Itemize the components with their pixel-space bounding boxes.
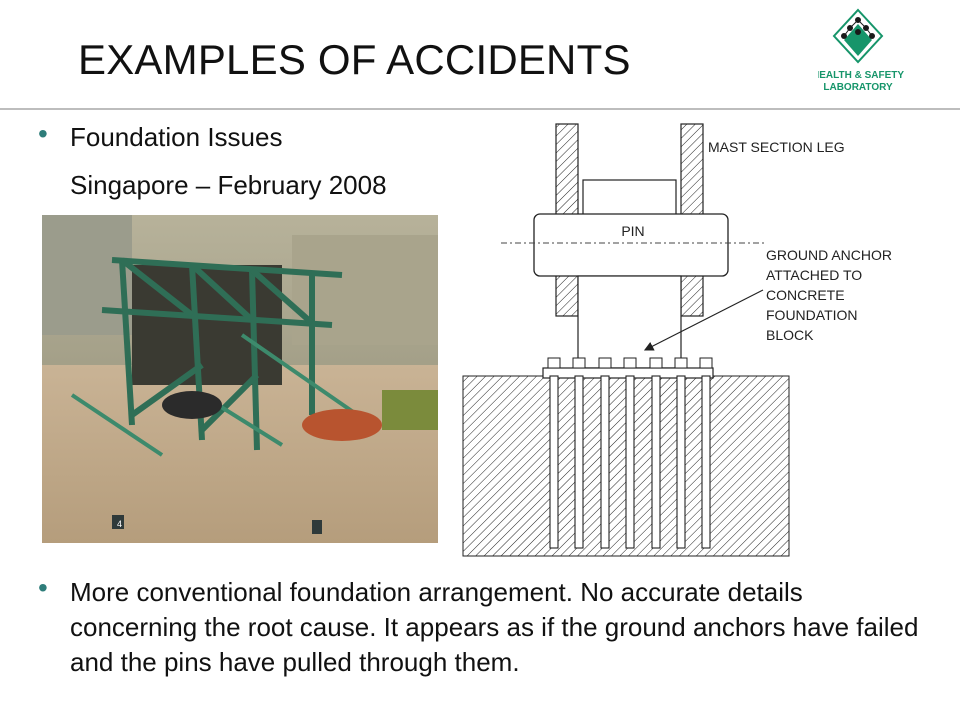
- anchor-label-line1: GROUND ANCHOR: [766, 247, 893, 263]
- anchor-label-line2: ATTACHED TO: [766, 267, 863, 283]
- bullet-dot-icon: •: [38, 118, 48, 149]
- anchor-plate: [578, 276, 681, 368]
- logo-graphic-icon: [818, 6, 918, 100]
- anchor-label-line4: FOUNDATION: [766, 307, 858, 323]
- bullet1-heading: Foundation Issues: [70, 122, 283, 152]
- foundation-diagram: [455, 118, 950, 560]
- bullet-dot-icon: •: [38, 572, 48, 603]
- anchor-label-line3: CONCRETE: [766, 287, 845, 303]
- evidence-marker-label: 4: [117, 519, 123, 529]
- logo-line2: LABORATORY: [823, 82, 893, 93]
- pin-label: PIN: [621, 223, 645, 239]
- logo-line1: HEALTH & SAFETY: [818, 70, 905, 81]
- bullet1-subheading: Singapore – February 2008: [70, 170, 387, 200]
- crane-collapse-photo: [42, 215, 438, 543]
- title-divider: [0, 108, 960, 110]
- hsl-logo: [818, 6, 918, 100]
- anchor-label-line5: BLOCK: [766, 327, 814, 343]
- bullet2-paragraph: More conventional foundation arrangement. No accurate details concerning the root cause. It appears as if the ground anchors have failed and the pins have pulled through them.: [70, 577, 919, 677]
- slide-title: EXAMPLES OF ACCIDENTS: [78, 36, 631, 83]
- mast-section-leg-label: MAST SECTION LEG: [708, 139, 845, 155]
- mast-connector-block: [583, 180, 676, 216]
